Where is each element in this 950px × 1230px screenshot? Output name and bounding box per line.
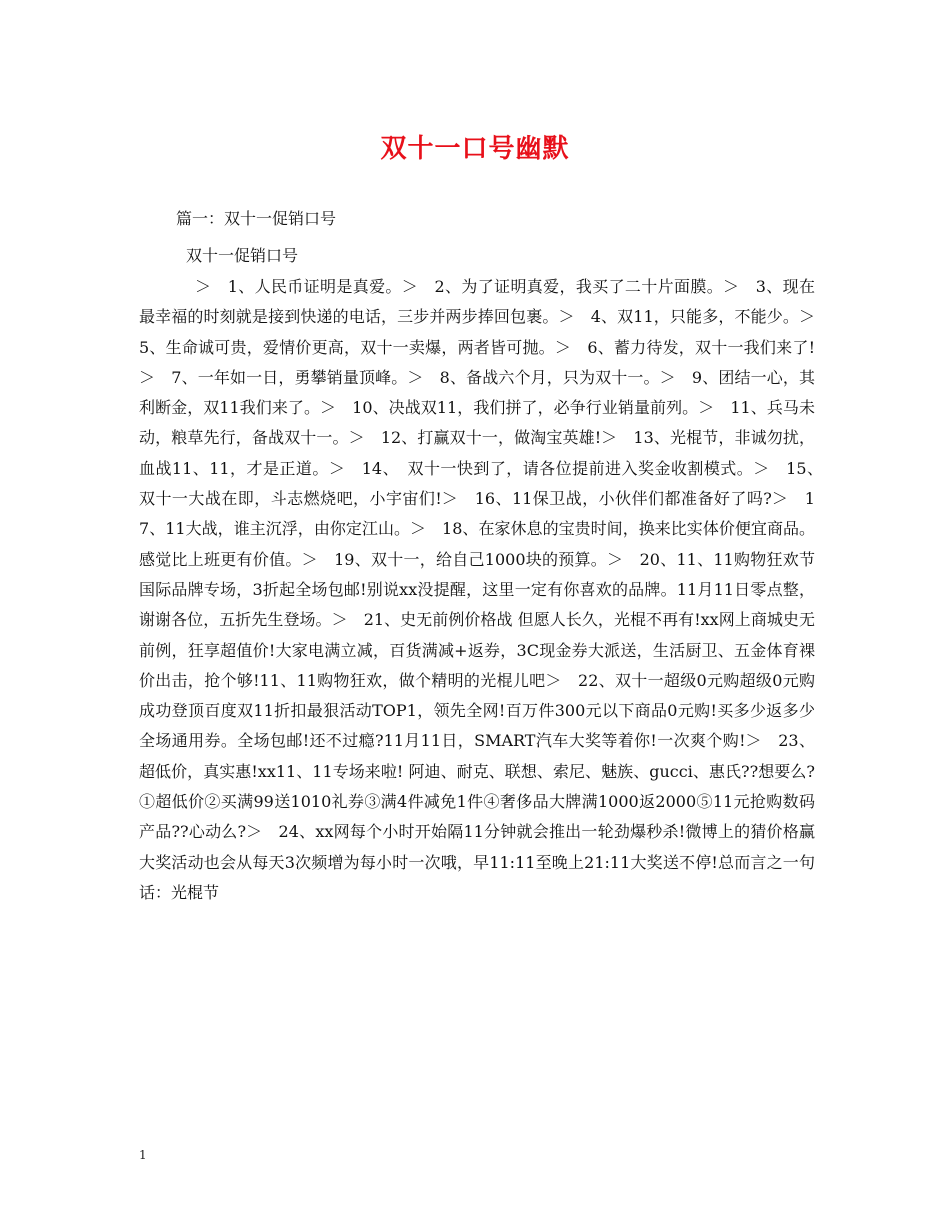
page-number: 1 xyxy=(139,1148,147,1162)
document-title: 双十一口号幽默 xyxy=(380,134,570,164)
slogan-list-paragraph: ＞ 1、人民币证明是真爱。＞ 2、为了证明真爱，我买了二十片面膜。＞ 3、现在最幸福的时刻就是接到快递的电话，三步并两步捧回包裹。＞ 4、双11，只能多，不能少。＞ 5、生命诚可贵，爱情价更高，双十一卖爆，两者皆可抛。＞ 6、蓄力待发，双十一我们来了!＞ 7、一年如一日，勇攀销量顶峰。＞ 8、备战六个月，只为双十一。＞ 9、团结一心，其利断金，双11我们来了。＞ 10、决战双11，我们拼了，必争行业销量前列。＞ 11、兵马未动，粮草先行，备战双十一。＞ 12、打赢双十一，做淘宝英雄!＞ 13、光棍节，非诚勿扰，血战11、11，才是正道。＞ 14、 双十一快到了，请各位提前进入奖金收割模式。＞ 15、 双十一大战在即，斗志燃烧吧，小宇宙们!＞ 16、11保卫战，小伙伴们都准备好了吗?＞ 17、11大战，谁主沉浮，由你定江山。＞ 18、在家休息的宝贵时间，换来比实体价便宜商品。感觉比上班更有价值。＞ 19、双十一，给自己1000块的预算。＞ 20、11、11购物狂欢节 国际品牌专场，3折起全场包邮!别说xx没提醒，这里一定有你喜欢的品牌。11月11日零点整，谢谢各位，五折先生登场。＞ 21、史无前例价格战 但愿人长久，光棍不再有!xx网上商城史无前例，狂享超值价!大家电满立减，百货满减+返券，3C现金券大派送，生活厨卫、五金体育裸价出击，抢个够!11、11购物狂欢，做个精明的光棍儿吧＞ 22、双十一超级0元购超级0元购成功登顶百度双11折扣最狠活动TOP1，领先全网!百万件300元以下商品0元购!买多少返多少全场通用券。全场包邮!还不过瘾?11月11日，SMART汽车大奖等着你!一次爽个购!＞ 23、超低价，真实惠!xx11、11专场来啦! 阿迪、耐克、联想、索尼、魅族、gucci、惠氏??想要么?①超低价②买满99送1010礼券③满4件减免1件④奢侈品大牌满1000返2000⑤11元抢购数码产品??心动么?＞ 24、xx网每个小时开始隔11分钟就会推出一轮劲爆秒杀!微博上的猜价格赢大奖活动也会从每天3次频增为每小时一次哦，早11:11至晚上21:11大奖送不停!总而言之一句话：光棍节 xyxy=(139,277,832,902)
sub-heading: 双十一促销口号 xyxy=(186,246,299,265)
section-heading: 篇一：双十一促销口号 xyxy=(176,209,337,228)
